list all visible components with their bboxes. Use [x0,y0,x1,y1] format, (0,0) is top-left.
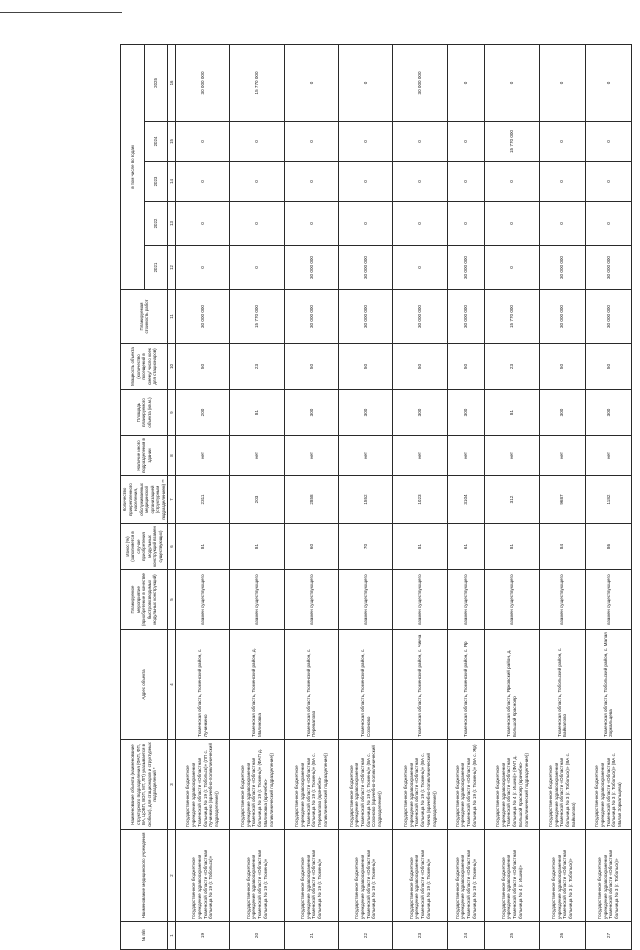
row-number: 27 [585,922,631,950]
col-number: 7 [168,476,176,524]
floor-area: 300 [393,390,447,436]
other-unit-flag: нет [230,436,284,476]
capacity: 23 [230,344,284,390]
wear-percent: 70 [339,524,393,570]
year-amount: 30 000 000 [539,246,585,290]
year-amount: 0 [585,122,631,162]
top-rule [0,12,122,13]
planned-cost: 30 000 000 [284,290,338,344]
floor-area: 300 [447,390,485,436]
population-count: 203 [230,476,284,524]
population-count: 1182 [585,476,631,524]
object-address: Тюменская область, Тюменский район, с. Лучинкино [176,630,230,740]
other-unit-flag: нет [447,436,485,476]
year-amount: 0 [176,202,230,246]
organization-name: Государственное бюджетное учреждение здравоохранения Тюменской области «Областная больница № 19 (г. Тюмень)» [339,830,393,922]
header-address: Адрес объекта [121,630,168,740]
year-amount: 0 [447,122,485,162]
object-address: Тюменская область, Тюменский район, с. Созоново [339,630,393,740]
population-count: 312 [485,476,539,524]
planned-cost: 30 000 000 [339,290,393,344]
col-number: 1 [168,922,176,950]
capacity: 23 [485,344,539,390]
wear-percent: 60 [284,524,338,570]
planned-measure: взамен существующего [539,570,585,630]
header-year: 2022 [145,202,168,246]
col-number: 11 [168,290,176,344]
year-amount: 0 [393,122,447,162]
year-amount: 0 [485,202,539,246]
object-address: Тюменская область, Тобольский район, с. Байкалово [539,630,585,740]
object-name: Государственное бюджетное учреждение здравоохранения Тюменской области «Областная больница № 3 (г. Тобольск)» (ВА с. Байкалово) [539,740,585,830]
table-row [585,44,631,949]
col-number: 2 [168,830,176,922]
table-row [539,44,585,949]
year-amount: 30 000 000 [393,44,447,121]
table-row [339,44,393,949]
organization-name: Государственное бюджетное учреждение здравоохранения Тюменской области «Областная больница № 19 (г. Тюмень)» [284,830,338,922]
organization-name: Государственное бюджетное учреждение здравоохранения Тюменской области «Областная больница № 19 (г. Тобольск)» [176,830,230,922]
col-number: 10 [168,344,176,390]
year-amount: 0 [230,122,284,162]
planned-measure: взамен существующего [585,570,631,630]
year-amount: 0 [339,122,393,162]
col-number: 9 [168,390,176,436]
col-number: 13 [168,202,176,246]
other-unit-flag: нет [339,436,393,476]
year-amount: 0 [284,162,338,202]
table-row [230,44,284,949]
year-amount: 0 [339,44,393,121]
capacity: 50 [447,344,485,390]
year-amount: 0 [284,44,338,121]
col-number: 12 [168,246,176,290]
col-number: 16 [168,44,176,121]
year-amount: 0 [176,162,230,202]
organization-name: Государственное бюджетное учреждение здравоохранения Тюменской области «Областная больница № 19 (г. Тюмень)» [447,830,485,922]
year-amount: 0 [230,162,284,202]
row-number: 22 [339,922,393,950]
capacity: 50 [585,344,631,390]
year-amount: 0 [585,44,631,121]
header-people: Количество прикрепленного населения, обслуживаемых медицинской организацией (структурным подразделением) ** [121,476,168,524]
object-name: Государственное бюджетное учреждение здравоохранения Тюменской области «Областная больница № 19 (г. Тобольск)» (ЛП с. Лучинкино (врачебно-поликлинический подразделение)) [176,740,230,830]
capacity: 50 [539,344,585,390]
planned-cost: 30 000 000 [393,290,447,344]
year-amount: 0 [339,162,393,202]
planned-cost: 30 000 000 [447,290,485,344]
year-amount: 0 [284,202,338,246]
floor-area: 300 [339,390,393,436]
object-name: Государственное бюджетное учреждение здравоохранения Тюменской области «Областная больница № 3 (г. Тобольск)» (ВА с. Малая Зоркальцева) [585,740,631,830]
col-number: 3 [168,740,176,830]
header-floor-area: Площадь планируемого объекта (кв.м.) [121,390,168,436]
capacity: 50 [176,344,230,390]
object-name: Государственное бюджетное учреждение здравоохранения Тюменской области «Областная больница № 19 (г. Тюмень)» (ВА с. Перевалово (врачебно-поликлинический подразделение)) [284,740,338,830]
header-num: № п/п [121,922,168,950]
table-row [393,44,447,949]
col-number: 15 [168,122,176,162]
header-year: 2021 [145,246,168,290]
table-row [485,44,539,949]
year-amount: 0 [447,162,485,202]
population-count: 9687 [539,476,585,524]
other-unit-flag: нет [585,436,631,476]
wear-percent: 81 [230,524,284,570]
col-number: 4 [168,630,176,740]
planned-cost: 30 000 000 [539,290,585,344]
header-year: 2025 [145,44,168,121]
population-count: 2311 [176,476,230,524]
col-number: 8 [168,436,176,476]
year-amount: 0 [447,202,485,246]
row-number: 21 [284,922,338,950]
object-name: Государственное бюджетное учреждение здравоохранения Тюменской области «Областная больница № 4 (г. Ишим)» (ФАП д. Большой Краснояр (врачебно-поликлинический подразделение)) [485,740,539,830]
year-amount: 15 770 000 [485,122,539,162]
header-type: Планируемое мероприятие (приобретение в качестве быстровозводимых модульных конструкций) [121,570,168,630]
planned-cost: 15 770 000 [230,290,284,344]
table-row [176,44,230,949]
floor-area: 81 [230,390,284,436]
year-amount: 30 000 000 [447,246,485,290]
header-cost: Планируемая стоимость работ [121,290,168,344]
year-amount: 0 [539,122,585,162]
object-address: Тюменская область, Тобольский район, с. Малая Зоркальцева [585,630,631,740]
year-amount: 0 [176,122,230,162]
year-amount: 0 [485,44,539,121]
col-number: 14 [168,162,176,202]
year-amount: 30 000 000 [339,246,393,290]
year-amount: 0 [539,202,585,246]
organization-name: Государственное бюджетное учреждение здравоохранения Тюменской области «Областная больница № 3 (г. Тобольск)» [539,830,585,922]
planned-cost: 30 000 000 [176,290,230,344]
object-name: Государственное бюджетное учреждение здравоохранения Тюменской области «Областная больница № 19 (г. Тюмень)» (ФАП д. Малиновка (врачебно-поликлинический подразделение)) [230,740,284,830]
floor-area: 81 [485,390,539,436]
organization-name: Государственное бюджетное учреждение здравоохранения Тюменской области «Областная больница № 4 (г. Ишим)» [485,830,539,922]
organization-name: Государственное бюджетное учреждение здравоохранения Тюменской области «Областная больница № 3 (г. Тобольск)» [585,830,631,922]
other-unit-flag: нет [393,436,447,476]
header-capacity: Мощность объекта (количество посещений в смену/ число коек для стационаров) [121,344,168,390]
year-amount: 0 [284,122,338,162]
col-number: 6 [168,524,176,570]
year-amount: 0 [339,202,393,246]
table-row [284,44,338,949]
col-number: 5 [168,570,176,630]
row-number: 20 [230,922,284,950]
year-amount: 0 [393,202,447,246]
row-number: 19 [176,922,230,950]
population-count: 3104 [447,476,485,524]
table-body [176,44,632,949]
object-name: Государственное бюджетное учреждение здравоохранения Тюменской области «Областная больница № 19 (г. Тюмень)» (ВА с. Чикча (врачебно-поликлинический подразделение)) [393,740,447,830]
population-count: 2858 [284,476,338,524]
year-amount: 0 [176,246,230,290]
other-unit-flag: нет [485,436,539,476]
row-number: 25 [485,922,539,950]
year-amount: 0 [539,162,585,202]
row-number: 23 [393,922,447,950]
year-amount: 15 770 000 [230,44,284,121]
objects-table [120,44,632,950]
year-amount: 30 000 000 [585,246,631,290]
organization-name: Государственное бюджетное учреждение здравоохранения Тюменской области «Областная больница № 19 (г. Тюмень)» [393,830,447,922]
population-count: 1552 [339,476,393,524]
planned-measure: взамен существующего [176,570,230,630]
year-amount: 0 [585,202,631,246]
floor-area: 200 [176,390,230,436]
planned-cost: 15 770 000 [485,290,539,344]
header-year: 2023 [145,162,168,202]
header-by-years: в том числе по годам [121,44,145,289]
year-amount: 0 [230,202,284,246]
table-row [447,44,485,949]
rotated-page [120,45,623,950]
header-wear: Износ (%) (заполняется в случае приобретения модульных конструкций взамен существующих) [121,524,168,570]
population-count: 1023 [393,476,447,524]
floor-area: 300 [539,390,585,436]
object-address: Тюменская область, Тюменский район, с. Перевалово [284,630,338,740]
object-address: Тюменская область, Тюменский район, с. Яр [447,630,485,740]
row-number: 24 [447,922,485,950]
planned-measure: взамен существующего [485,570,539,630]
wear-percent: 84 [539,524,585,570]
floor-area: 300 [284,390,338,436]
wear-percent: 81 [176,524,230,570]
capacity: 50 [339,344,393,390]
year-amount: 30 000 000 [176,44,230,121]
year-amount: 0 [485,246,539,290]
capacity: 50 [393,344,447,390]
year-amount: 0 [393,246,447,290]
year-amount: 0 [539,44,585,121]
object-name: Государственное бюджетное учреждение здравоохранения Тюменской области «Областная больница № 19 (г. Тюмень)» (ВА с. Яр) [447,740,485,830]
object-address: Тюменская область, Ярковский район, д. Большой Краснояр [485,630,539,740]
planned-measure: взамен существующего [447,570,485,630]
year-amount: 0 [230,246,284,290]
column-number-row [168,44,176,949]
planned-cost: 30 000 000 [585,290,631,344]
wear-percent: 61 [447,524,485,570]
organization-name: Государственное бюджетное учреждение здравоохранения Тюменской области «Областная больница № 19 (г. Тюмень)» [230,830,284,922]
row-number: 26 [539,922,585,950]
other-unit-flag: нет [284,436,338,476]
wear-percent: 81 [485,524,539,570]
floor-area: 300 [585,390,631,436]
year-amount: 0 [585,162,631,202]
planned-measure: взамен существующего [284,570,338,630]
planned-measure: взамен существующего [339,570,393,630]
object-address: Тюменская область, Тюменский район, д. Малиновка [230,630,284,740]
year-amount: 0 [447,44,485,121]
header-year: 2024 [145,122,168,162]
other-unit-flag: нет [176,436,230,476]
header-has-building: Наличие иного подразделения в здании [121,436,168,476]
year-amount: 0 [393,162,447,202]
planned-measure: взамен существующего [393,570,447,630]
wear-percent: 86 [585,524,631,570]
object-name: Государственное бюджетное учреждение здравоохранения Тюменской области «Областная больница № 19 (г. Тюмень)» (ВА с. Созоново (врачебно-поликлинический подразделение)) [339,740,393,830]
planned-measure: взамен существующего [230,570,284,630]
year-amount: 30 000 000 [284,246,338,290]
capacity: 50 [284,344,338,390]
object-address: Тюменская область, Тюменский район, с. Чикча [393,630,447,740]
year-amount: 0 [485,162,539,202]
other-unit-flag: нет [539,436,585,476]
wear-percent: 81 [393,524,447,570]
header-object: Наименование объекта (наименование структурного подразделения (ФАП, ФП, ВА, ЦОВП, ВОП, МТ, ЛП) указывается в скобках), для стационаров и структурных подразделений * [121,740,168,830]
header-org: Наименование медицинского учреждения [121,830,168,922]
